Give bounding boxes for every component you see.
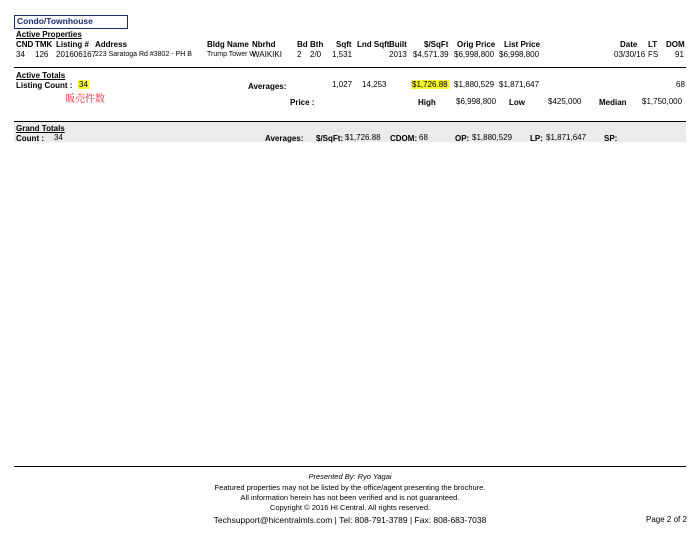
- high-label: High: [418, 98, 436, 107]
- row-bth: 2/0: [310, 50, 322, 59]
- col-built: Built: [389, 40, 407, 49]
- row-orig-price: $6,998,800: [454, 50, 495, 59]
- listing-count-annotation: 販売件数: [65, 94, 105, 105]
- row-nbrhd: WAIKIKI: [252, 50, 282, 59]
- col-sqft: Sqft: [336, 40, 352, 49]
- presented-by: Presented By: Ryo Yagai: [308, 472, 392, 481]
- gt-count-value: 34: [54, 133, 63, 142]
- divider-line: [14, 67, 686, 68]
- row-cnd: 34: [16, 50, 25, 59]
- footer-contact: Techsupport@hicentralmls.com | Tel: 808-791-3789 | Fax: 808-683-7038: [213, 515, 487, 525]
- averages-label: Averages:: [248, 82, 287, 91]
- col-lnd-sqft: Lnd Sqft: [357, 40, 390, 49]
- row-sqft: 1,531: [332, 50, 353, 59]
- gt-lp-value: $1,871,647: [546, 133, 587, 142]
- gt-per-sqft-value: $1,726.88: [345, 133, 381, 142]
- row-built: 2013: [389, 50, 407, 59]
- page-number: Page 2 of 2: [646, 515, 687, 524]
- avg-sqft: 1,027: [332, 80, 353, 89]
- row-per-sqft: $4,571.39: [413, 50, 449, 59]
- low-label: Low: [509, 98, 525, 107]
- gt-lp-label: LP:: [530, 134, 543, 143]
- row-lt: FS: [648, 50, 659, 59]
- col-dom: DOM: [666, 40, 685, 49]
- section-title: Condo/Townhouse: [14, 15, 128, 29]
- gt-op-value: $1,880,529: [472, 133, 513, 142]
- gt-cdom-label: CDOM:: [390, 134, 418, 143]
- row-listing-number: 201606167: [56, 50, 97, 59]
- col-list-price: List Price: [504, 40, 541, 49]
- row-dom: 91: [675, 50, 684, 59]
- col-tmk: TMK: [35, 40, 53, 49]
- avg-dom: 68: [676, 80, 685, 89]
- median-label: Median: [599, 98, 627, 107]
- avg-orig-price: $1,880,529: [454, 80, 495, 89]
- median-value: $1,750,000: [642, 97, 683, 106]
- col-bth: Bth: [310, 40, 324, 49]
- row-address: 223 Saratoga Rd #3802 - PH B: [95, 51, 192, 58]
- col-lt: LT: [648, 40, 658, 49]
- footer-disclaimer-2: All information herein has not been verified and is not guaranteed.: [240, 493, 460, 502]
- listing-count-value: 34: [79, 80, 88, 89]
- footer-copyright: Copyright © 2016 HI Central. All rights reserved.: [269, 503, 431, 512]
- col-nbrhd: Nbrhd: [252, 40, 276, 49]
- avg-list-price: $1,871,647: [499, 80, 540, 89]
- col-orig-price: Orig Price: [457, 40, 496, 49]
- footer-rule: [14, 466, 686, 467]
- gt-per-sqft-label: $/SqFt:: [316, 134, 344, 143]
- gt-count-label: Count :: [16, 134, 44, 143]
- avg-lnd-sqft: 14,253: [362, 80, 387, 89]
- active-properties-heading: Active Properties: [16, 30, 82, 39]
- row-bldg-name: Trump Tower W: [207, 51, 257, 58]
- high-value: $6,998,800: [456, 97, 497, 106]
- footer-disclaimer-1: Featured properties may not be listed by the office/agent presenting the brochure.: [214, 483, 486, 492]
- row-bd: 2: [297, 50, 302, 59]
- gt-averages-label: Averages:: [265, 134, 304, 143]
- grand-totals-heading: Grand Totals: [16, 124, 65, 133]
- col-bldg-name: Bldg Name: [207, 40, 249, 49]
- col-date: Date: [620, 40, 638, 49]
- row-list-price: $6,998,800: [499, 50, 540, 59]
- gt-op-label: OP:: [455, 134, 470, 143]
- col-address: Address: [95, 40, 128, 49]
- col-listing: Listing #: [56, 40, 89, 49]
- low-value: $425,000: [548, 97, 582, 106]
- col-per-sqft: $/SqFt: [424, 40, 449, 49]
- gt-sp-label: SP:: [604, 134, 618, 143]
- active-totals-heading: Active Totals: [16, 71, 66, 80]
- col-bd: Bd: [297, 40, 308, 49]
- price-label: Price :: [290, 98, 315, 107]
- row-date: 03/30/16: [614, 50, 646, 59]
- listing-count-label: Listing Count :: [16, 81, 73, 90]
- avg-per-sqft: $1,726.88: [412, 80, 448, 89]
- row-tmk: 126: [35, 50, 49, 59]
- col-cnd: CND: [16, 40, 34, 49]
- gt-cdom-value: 68: [419, 133, 428, 142]
